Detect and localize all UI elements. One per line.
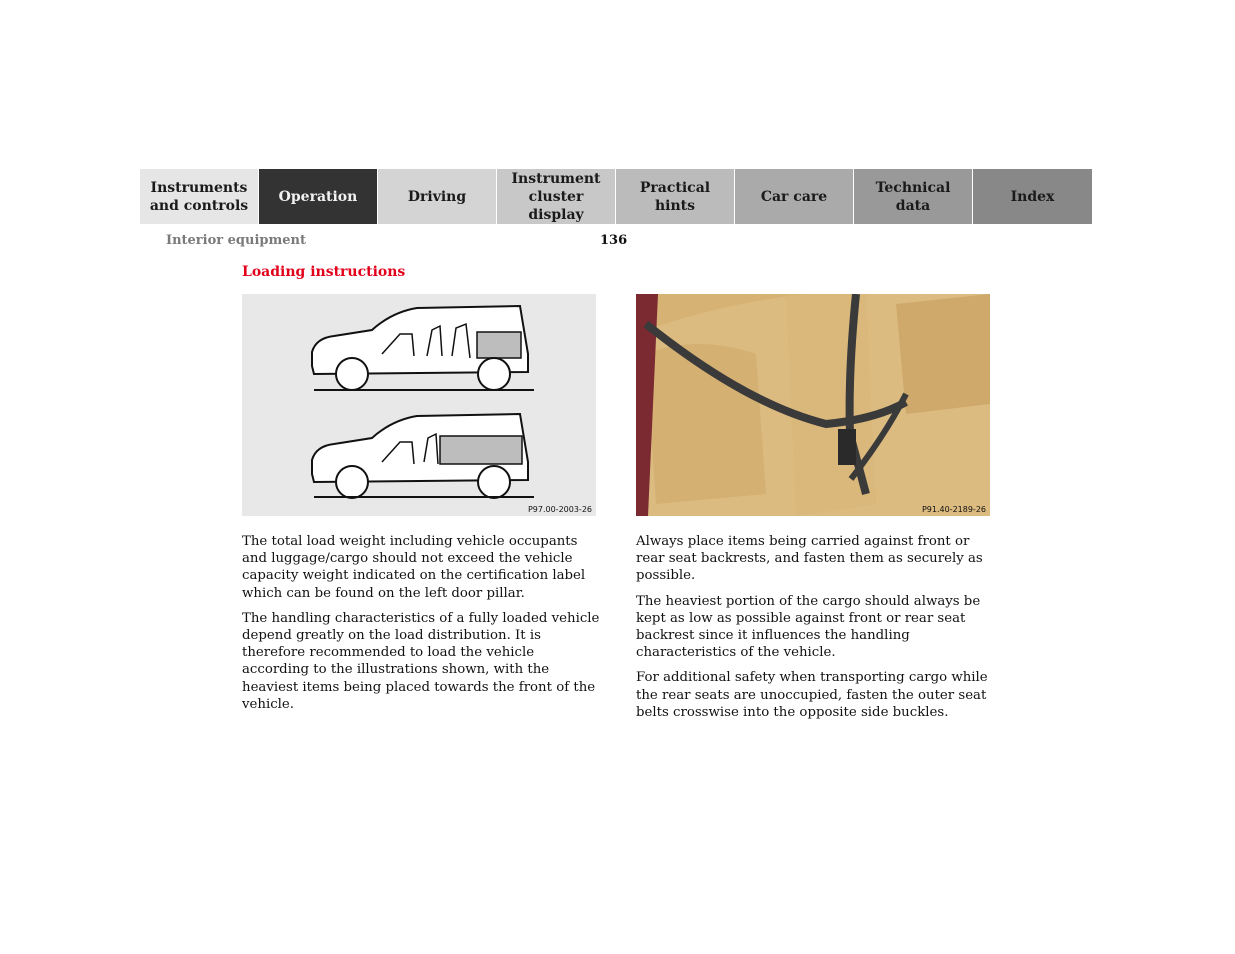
seat-belt-buckle <box>838 429 856 465</box>
tab-label: Practical hints <box>639 179 711 214</box>
tab-label: Technical data <box>875 179 951 214</box>
paragraph: For additional safety when transporting cargo while the rear seats are unoccupied, fasten the outer seat belts crosswise into the opposite side buckles. <box>636 670 988 720</box>
tab-label: Operation <box>278 188 358 205</box>
right-text-column <box>636 533 996 729</box>
figure-code: P97.00-2003-26 <box>527 505 592 514</box>
tab-label: Index <box>1010 188 1055 205</box>
tab-label: Car care <box>760 188 828 205</box>
figure-code: P91.40-2189-26 <box>921 505 986 514</box>
vehicle-bottom <box>312 414 528 498</box>
paragraph: The heaviest portion of the cargo should always be kept as low as possible against front or rear seat backrest since it influences the handling characteristics of the vehicle. <box>636 593 981 661</box>
section-title: Interior equipment <box>166 233 306 248</box>
tab-instruments-and-controls[interactable] <box>140 169 258 224</box>
tab-practical-hints[interactable] <box>616 169 734 224</box>
vehicle-loading-illustration <box>242 294 596 516</box>
tab-index[interactable] <box>973 169 1092 224</box>
page-number: 136 <box>600 233 628 248</box>
chapter-nav <box>140 169 1092 224</box>
tab-label: Driving <box>407 188 467 205</box>
paragraph: The total load weight including vehicle occupants and luggage/cargo should not exceed the vehicle capacity weight indicated on the certification label which can be found on the left door pillar. <box>242 534 586 601</box>
vehicle-top <box>312 306 528 390</box>
tab-technical-data[interactable] <box>854 169 972 224</box>
tab-car-care[interactable] <box>735 169 853 224</box>
paragraph: Always place items being carried against front or rear seat backrests, and fasten them as securely as possible. <box>636 534 983 584</box>
tab-driving[interactable] <box>378 169 496 224</box>
tab-instrument-cluster-display[interactable] <box>497 169 615 224</box>
left-text-column <box>242 533 602 721</box>
cargo-seat-belt-image <box>636 294 990 516</box>
tab-operation[interactable] <box>259 169 377 224</box>
tab-label: Instruments and controls <box>149 179 249 214</box>
loading-diagram <box>242 294 596 516</box>
seat-belt-photo <box>636 294 990 516</box>
page-heading: Loading instructions <box>242 264 406 280</box>
tab-label: Instrument cluster display <box>511 170 601 223</box>
paragraph: The handling characteristics of a fully loaded vehicle depend greatly on the load distribution. It is therefore recommended to load the vehicle according to the illustrations shown, with the heaviest items being placed towards the front of the vehicle. <box>242 610 600 712</box>
